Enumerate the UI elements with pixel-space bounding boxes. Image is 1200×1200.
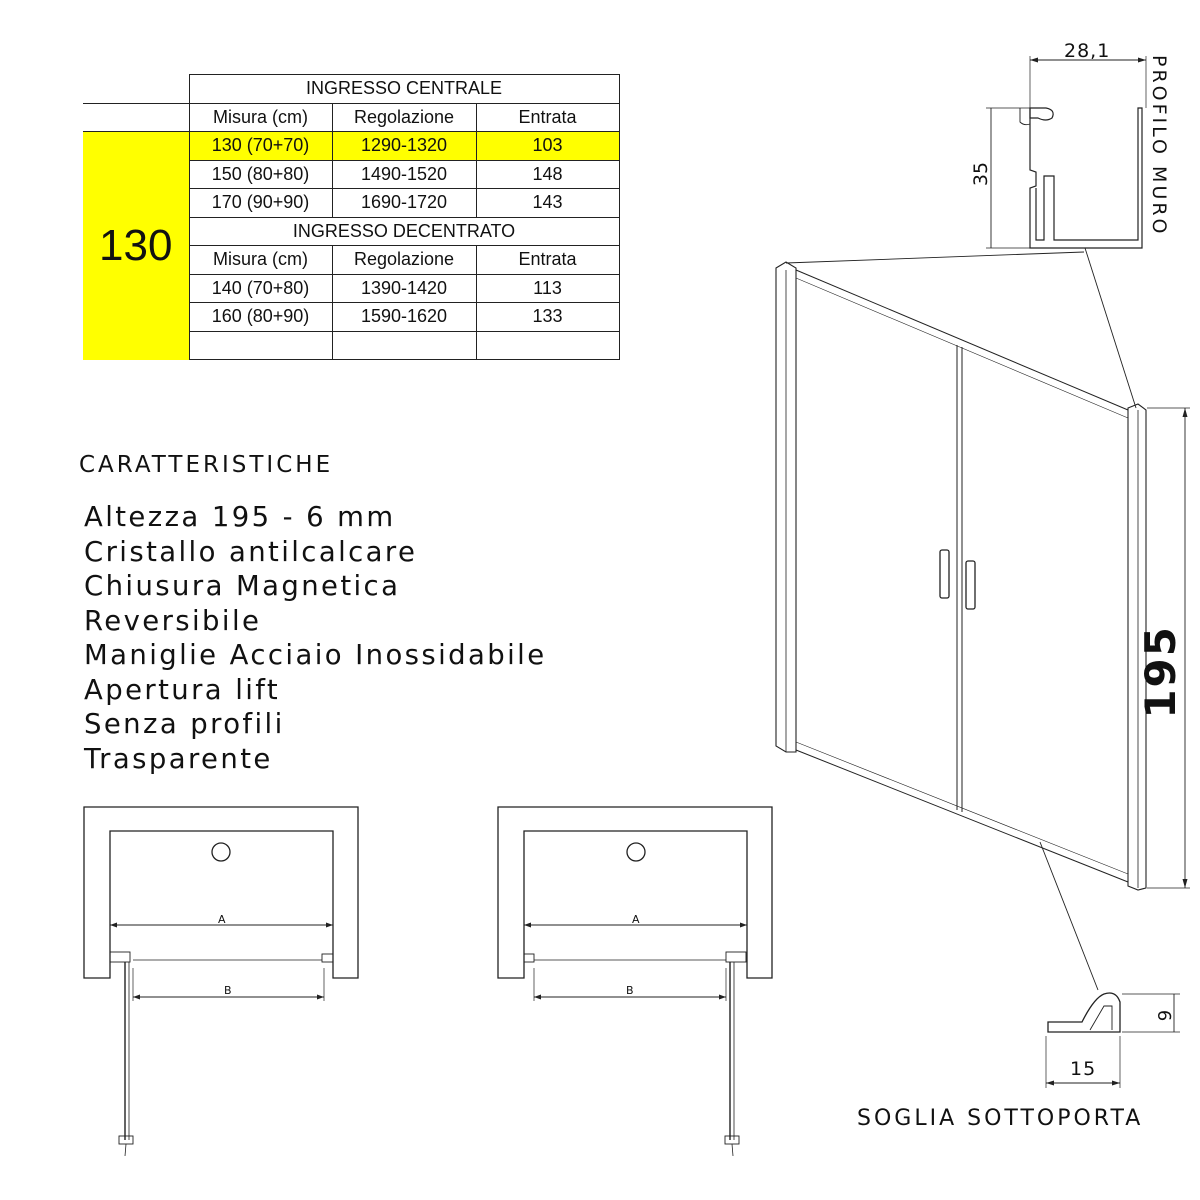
- header-misura: Misura (cm): [189, 103, 332, 132]
- header-misura: Misura (cm): [189, 246, 332, 275]
- door-handle-left: [940, 550, 949, 598]
- door-height-label: 195: [1136, 625, 1185, 719]
- cell-misura: 140 (70+80): [189, 274, 332, 303]
- section-title-centrale: INGRESSO CENTRALE: [189, 75, 619, 104]
- threshold-height-label: 9: [1155, 1009, 1177, 1022]
- cell-regolazione: 1690-1720: [332, 189, 476, 218]
- drain-icon: [627, 843, 645, 861]
- dim-label-a: A: [218, 913, 226, 926]
- header-entrata: Entrata: [476, 103, 619, 132]
- threshold-name-label: SOGLIA SOTTOPORTA: [857, 1106, 1144, 1131]
- feature-item: Trasparente: [84, 742, 273, 775]
- feature-item: Senza profili: [84, 708, 285, 740]
- dim-label-b: B: [626, 984, 634, 997]
- feature-item: Cristallo antilcalcare: [84, 535, 418, 568]
- header-regolazione: Regolazione: [332, 103, 476, 132]
- feature-item: Apertura lift: [84, 673, 281, 706]
- cell-entrata: 103: [476, 132, 619, 161]
- header-entrata: Entrata: [476, 246, 619, 275]
- cell-regolazione: 1490-1520: [332, 160, 476, 189]
- plan-view-right: [498, 807, 772, 1156]
- cell-entrata: 113: [476, 274, 619, 303]
- threshold-drawing: [1046, 993, 1180, 1088]
- profile-name-label: PROFILO MURO: [1148, 55, 1170, 237]
- dim-label-a: A: [632, 913, 640, 926]
- section-title-decentrato: INGRESSO DECENTRATO: [189, 217, 619, 246]
- header-regolazione: Regolazione: [332, 246, 476, 275]
- cell-misura: 130 (70+70): [189, 132, 332, 161]
- dim-label-b: B: [224, 984, 232, 997]
- cell-misura: 160 (80+90): [189, 303, 332, 332]
- size-label: 130: [83, 132, 189, 360]
- door-elevation: [776, 252, 1190, 990]
- cell-regolazione: 1390-1420: [332, 274, 476, 303]
- cell-regolazione: 1290-1320: [332, 132, 476, 161]
- cell-regolazione: 1590-1620: [332, 303, 476, 332]
- cell-entrata: 148: [476, 160, 619, 189]
- profile-height-label: 35: [970, 161, 993, 187]
- feature-item: Altezza 195 - 6 mm: [84, 501, 396, 533]
- wall-profile-drawing: [986, 56, 1146, 408]
- profile-width-label: 28,1: [1064, 40, 1111, 62]
- cell-entrata: 143: [476, 189, 619, 218]
- feature-item: Maniglie Acciaio Inossidabile: [84, 639, 547, 671]
- plan-view-left: [84, 807, 358, 1156]
- features-title: CARATTERISTICHE: [79, 452, 334, 478]
- threshold-width-label: 15: [1070, 1058, 1097, 1080]
- cell-misura: 150 (80+80): [189, 160, 332, 189]
- drain-icon: [212, 843, 230, 861]
- feature-item: Reversibile: [84, 604, 262, 637]
- cell-misura: 170 (90+90): [189, 189, 332, 218]
- door-handle-right: [966, 561, 975, 609]
- cell-entrata: 133: [476, 303, 619, 332]
- feature-item: Chiusura Magnetica: [84, 570, 401, 602]
